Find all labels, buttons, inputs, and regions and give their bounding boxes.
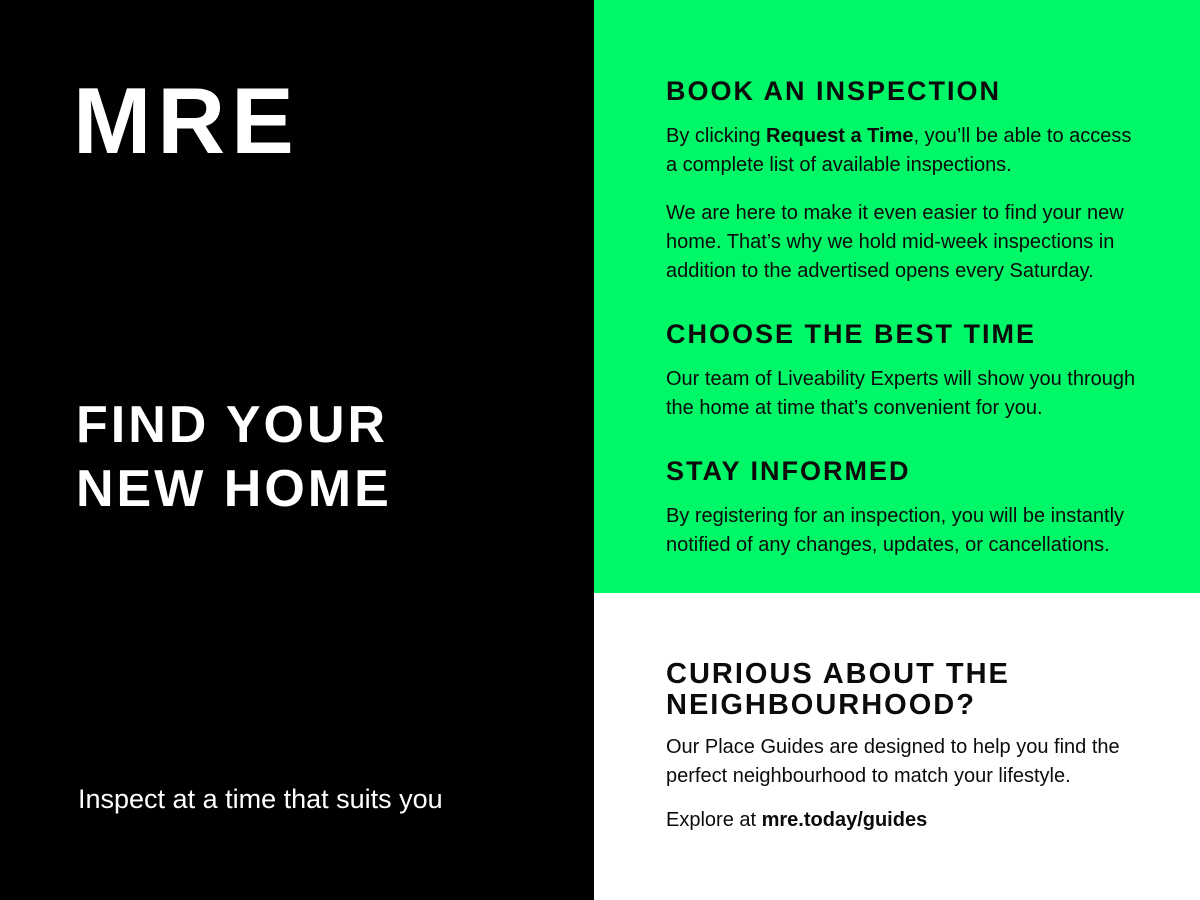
- paragraph-text: , you’ll be able to access a complete list of available inspections.: [666, 125, 1132, 176]
- section-book-an-inspection: [666, 76, 1150, 286]
- headline-line2: NEW HOME: [76, 460, 392, 518]
- book-inspection-paragraph-2: We are here to make it even easier to find your new home. That’s why we hold mid-week inspections in addition to the advertised opens every Saturday.: [666, 202, 1124, 282]
- paragraph-text: By clicking: [666, 125, 767, 147]
- section-heading-choose-the-best-time: CHOOSE THE BEST TIME: [666, 319, 1037, 349]
- neighbourhood-paragraph: Our Place Guides are designed to help you find the perfect neighbourhood to match your lifestyle.: [666, 736, 1120, 787]
- section-heading-book-an-inspection: BOOK AN INSPECTION: [666, 76, 1002, 106]
- section-choose-the-best-time: [666, 319, 1150, 423]
- headline-line1: FIND YOUR: [76, 396, 389, 454]
- inspection-info-panel: [594, 0, 1200, 593]
- guides-url-link[interactable]: mre.today/guides: [761, 809, 928, 831]
- right-content-column: [594, 0, 1200, 900]
- neighbourhood-heading: CURIOUS ABOUT THE NEIGHBOURHOOD?: [666, 658, 1010, 721]
- stay-informed-paragraph: By registering for an inspection, you will be instantly notified of any changes, updates, or cancellations.: [666, 505, 1125, 556]
- request-a-time-emphasis: Request a Time: [766, 125, 914, 147]
- book-inspection-paragraph-1: [666, 122, 1144, 180]
- headline: [76, 393, 392, 521]
- neighbourhood-panel: [594, 593, 1200, 900]
- left-brand-panel: [0, 0, 594, 900]
- section-stay-informed: [666, 456, 1150, 560]
- brand-logo: MRE: [73, 68, 300, 173]
- section-heading-stay-informed: STAY INFORMED: [666, 456, 911, 486]
- choose-time-paragraph: Our team of Liveability Experts will show you through the home at time that’s convenient for you.: [666, 368, 1136, 419]
- tagline: Inspect at a time that suits you: [78, 784, 443, 814]
- explore-line: [666, 806, 1150, 835]
- explore-label: Explore at: [666, 809, 762, 831]
